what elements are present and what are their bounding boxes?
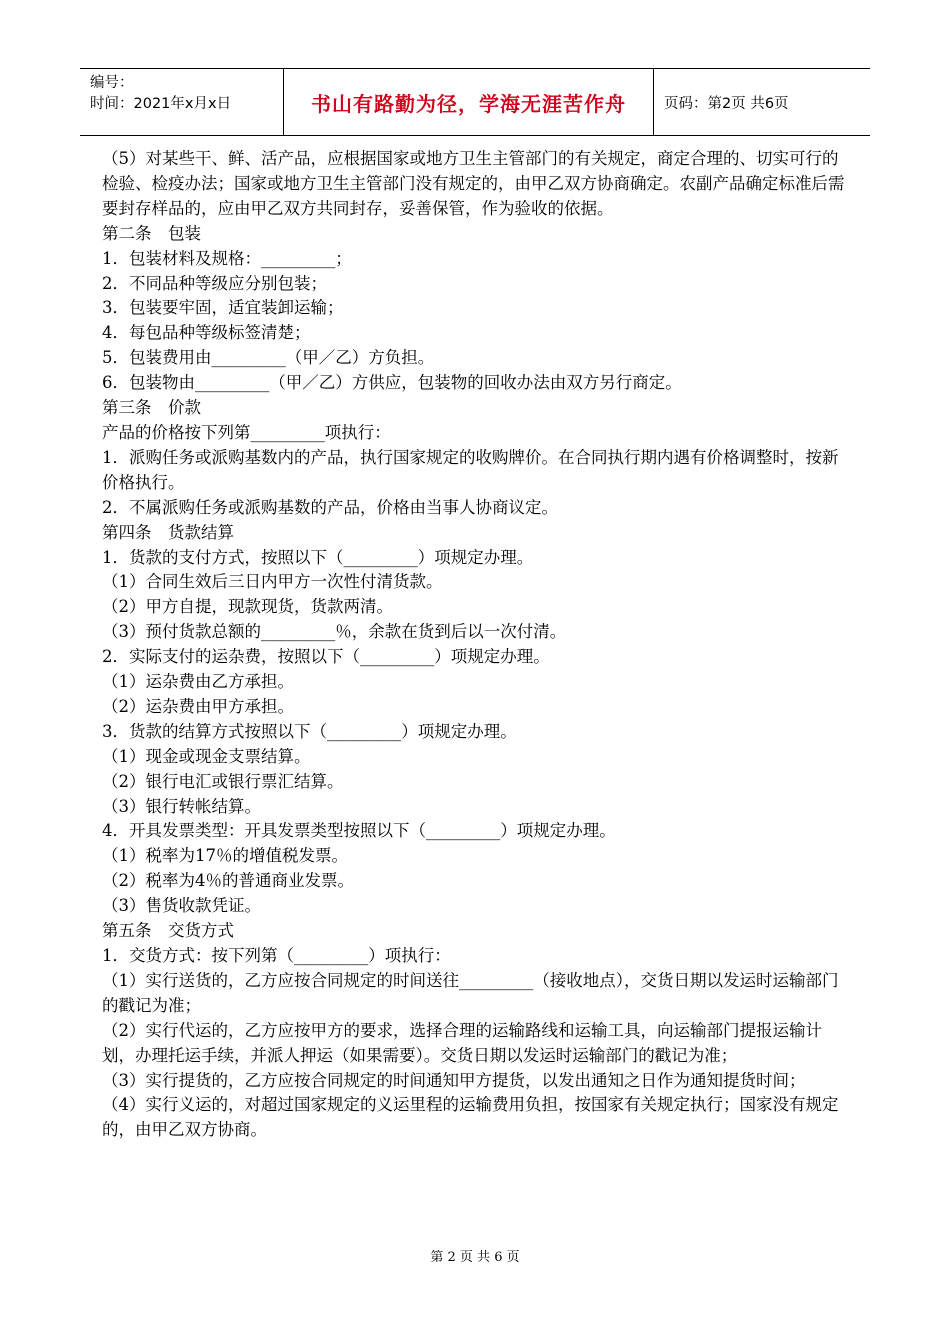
body-paragraph: （2）税率为4％的普通商业发票。 — [102, 871, 354, 891]
body-paragraph: （4）实行义运的，对超过国家规定的义运里程的运输费用负担，按国家有关规定执行；国家没有规定的，由甲乙双方协商。 — [102, 1095, 839, 1140]
body-paragraph: （1）税率为17％的增值税发票。 — [102, 846, 348, 866]
body-paragraph: 6．包装物由_________（甲／乙）方供应，包装物的回收办法由双方另行商定。 — [102, 373, 682, 393]
body-paragraph: （2）运杂费由甲方承担。 — [102, 696, 294, 716]
header-motto: 书山有路勤为径，学海无涯苦作舟 — [284, 69, 654, 135]
document-body — [102, 147, 854, 1143]
body-paragraph: 3．包装要牢固，适宜装卸运输； — [102, 298, 344, 318]
body-paragraph: （1）合同生效后三日内甲方一次性付清货款。 — [102, 572, 443, 592]
body-paragraph: 第二条 包装 — [102, 223, 201, 243]
body-paragraph: （3）实行提货的，乙方应按合同规定的时间通知甲方提货，以发出通知之日作为通知提货时间； — [102, 1070, 806, 1090]
body-paragraph: 4．每包品种等级标签清楚； — [102, 323, 311, 343]
body-paragraph: 2．不属派购任务或派购基数的产品，价格由当事人协商议定。 — [102, 497, 558, 517]
body-paragraph: （1）实行送货的，乙方应按合同规定的时间送往_________（接收地点），交货日期以发运时运输部门的戳记为准； — [102, 970, 839, 1015]
body-paragraph: 1．包装材料及规格：_________； — [102, 248, 352, 268]
body-paragraph: 4．开具发票类型：开具发票类型按照以下（_________）项规定办理。 — [102, 821, 616, 841]
body-paragraph: （3）售货收款凭证。 — [102, 896, 261, 916]
body-paragraph: 5．包装费用由_________（甲／乙）方负担。 — [102, 348, 435, 368]
header-page-info: 页码：第2页 共6页 — [664, 95, 789, 112]
body-paragraph: 产品的价格按下列第_________项执行： — [102, 422, 391, 442]
body-paragraph: （2）实行代运的，乙方应按甲方的要求，选择合理的运输路线和运输工具，向运输部门提报运输计划，办理托运手续，并派人押运（如果需要）。交货日期以发运时运输部门的戳记为准； — [102, 1020, 822, 1065]
body-paragraph: 第五条 交货方式 — [102, 921, 234, 941]
body-paragraph: 第四条 货款结算 — [102, 522, 234, 542]
serial-number-label: 编号： — [90, 75, 134, 91]
body-paragraph: （3）银行转帐结算。 — [102, 796, 261, 816]
body-paragraph: （5）对某些干、鲜、活产品，应根据国家或地方卫生主管部门的有关规定，商定合理的、切实可行的检验、检疫办法；国家或地方卫生主管部门没有规定的，由甲乙双方协商确定。农副产品确定标准后需要封存样品的，应由甲乙双方共同封存，妥善保管，作为验收的依据。 — [102, 149, 845, 218]
body-paragraph: （1）运杂费由乙方承担。 — [102, 672, 294, 692]
page-footer: 第 2 页 共 6 页 — [430, 1250, 520, 1265]
header-meta-cell — [80, 69, 284, 135]
body-paragraph: 第三条 价款 — [102, 398, 201, 418]
body-paragraph: 3．货款的结算方式按照以下（_________）项规定办理。 — [102, 721, 517, 741]
body-paragraph: （3）预付货款总额的_________％，余款在货到后以一次付清。 — [102, 622, 567, 642]
body-paragraph: （1）现金或现金支票结算。 — [102, 746, 311, 766]
body-paragraph: 2．实际支付的运杂费，按照以下（_________）项规定办理。 — [102, 647, 550, 667]
body-paragraph: 1．派购任务或派购基数内的产品，执行国家规定的收购牌价。在合同执行期内遇有价格调整时，按新价格执行。 — [102, 447, 839, 492]
body-paragraph: （2）银行电汇或银行票汇结算。 — [102, 771, 344, 791]
body-paragraph: 2．不同品种等级应分别包装； — [102, 273, 327, 293]
date-label: 时间：2021年x月x日 — [90, 96, 232, 112]
body-paragraph: 1．货款的支付方式，按照以下（_________）项规定办理。 — [102, 547, 534, 567]
document-header — [80, 68, 870, 136]
body-paragraph: 1．交货方式：按下列第（_________）项执行： — [102, 946, 451, 965]
body-paragraph: （2）甲方自提，现款现货，货款两清。 — [102, 597, 393, 617]
